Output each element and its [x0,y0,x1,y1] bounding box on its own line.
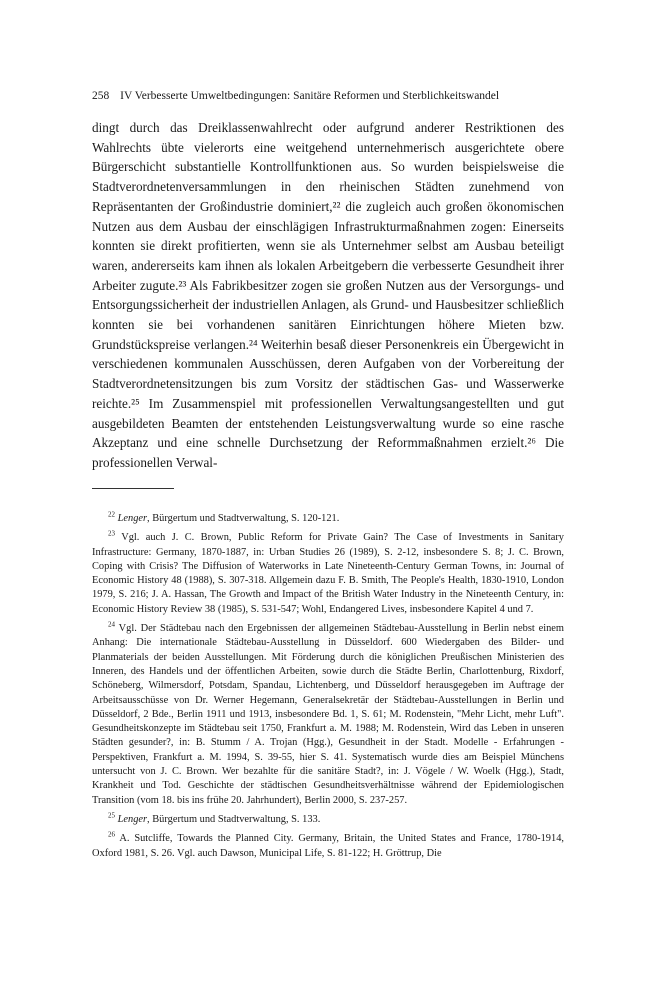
footnote-text: Vgl. Der Städtebau nach den Ergebnissen der allgemeinen Städtebau-Ausstellung in Berlin nebst einem Anhang: Die internationale Städtebau-Ausstellung in Düsseldorf. 600 Wiedergaben des Bilder- und Planmaterials der beiden Ausstellungen. Mit Förderung durch die königlichen Preußischen Ministerien des Inneren, des Handels und der öffentlichen Arbeiten, sowie durch die Städte Berlin, Charlottenburg, Rixdorf, Schöneberg, Wilmersdorf, Potsdam, Spandau, Lichtenberg, und Düsseldorf herausgegeben im Auftrage der Arbeitsausschüsse von Dr. Werner Hegemann, Generalsekretär der Städtebau-Ausstellungen in Berlin und Düsseldorf, 2 Bde., Berlin 1911 und 1913, insbesondere Bd. 1, S. 61; M. Rodenstein, "Mehr Licht, mehr Luft". Gesundheitskonzepte im Städtebau seit 1750, Frankfurt a. M. 1988; M. Rodenstein, Wird das Leben in unseren Städten gesunder?, in: B. Stumm / A. Trojan (Hgg.), Gesundheit in der Stadt. Modelle - Erfahrungen - Perspektiven, Frankfurt a. M. 1994, S. 39-55, hier S. 41. Systematisch wurde dies am Beispiel Münchens untersucht von J. C. Brown. Wer bezahlte für die sanitäre Stadt?, in: J. Vögele / W. Woelk (Hgg.), Stadt, Krankheit und Tod. Geschichte der städtischen Gesundheitsverhältnisse während der Epidemiologischen Transition (vom 18. bis ins frühe 20. Jahrhundert), Berlin 2000, S. 237-257. [92,623,564,806]
footnote-text: Vgl. auch J. C. Brown, Public Reform for Private Gain? The Case of Investments in Sanitary Infrastructure: Germany, 1870-1887, in: Urban Studies 26 (1989), S. 2-12, insbesondere S. 8; J. C. Brown, Coping with Crisis? The Diffusion of Waterworks in Late Nineteenth-Century German Towns, in: Journal of Economic History 48 (1988), S. 307-318. Allgemein dazu F. B. Smith, The People's Health, 1830-1910, London 1979, S. 216; J. A. Hassan, The Growth and Impact of the British Water Industry in the Nineteenth Century, in: Economic History Review 38 (1985), S. 531-547; Wohl, Endangered Lives, insbesondere Kapitel 4 und 7. [92,532,564,615]
footnote-number: 24 [108,620,115,629]
footnote-number: 22 [108,510,115,519]
footnote-23 [92,531,564,617]
footnote-author: Lenger [117,813,148,825]
footnote-26 [92,832,564,861]
footnote-22 [92,512,564,526]
footnote-author: Lenger [117,513,148,524]
footnote-number: 23 [108,529,115,538]
page-number: 258 [92,90,110,102]
footnote-separator [92,488,174,489]
footnotes [92,512,564,866]
footnote-number: 26 [108,830,115,839]
footnote-text: A. Sutcliffe, Towards the Planned City. Germany, Britain, the United States and France, 1780-1914, Oxford 1981, S. 26. Vgl. auch Dawson, Municipal Life, S. 81-122; H. Gröttrup, Die [92,833,564,859]
footnote-text: , Bürgertum und Stadtverwaltung, S. 120-121. [147,513,340,524]
footnote-24 [92,622,564,808]
footnote-text: , Bürgertum und Stadtverwaltung, S. 133. [147,813,321,825]
running-title: IV Verbesserte Umweltbedingungen: Sanitäre Reformen und Sterblichkeitswandel [120,90,500,102]
running-header [92,90,562,102]
main-body-text: dingt durch das Dreiklassenwahlrecht oder aufgrund anderer Restriktionen des Wahlrechts übte vielerorts eine weitgehend unternehmerisch ausgerichtete obere Bürgerschicht substantielle Kontrollfunktionen aus. So wurden beispielsweise die Stadtverordnetenversammlungen in den rheinischen Städten zunehmend von Repräsentanten der Großindustrie dominiert,²² die zugleich auch großen ökonomischen Nutzen aus dem Ausbau der einschlägigen Infrastrukturmaßnahmen zogen: Einerseits konnten sie direkt profitierten, wenn sie als Unternehmer selbst am Ausbau beteiligt waren, andererseits kam ihnen als lokalen Arbeitgebern die verbesserte Gesundheit ihrer Arbeiter zugute.²³ Als Fabrikbesitzer zogen sie großen Nutzen aus der Versorgungs- und Entsorgungssicherheit der industriellen Anlagen, als Grund- und Hausbesitzer schließlich konnten sie bei vorhandenen sanitären Einrichtungen höhere Mieten bzw. Grundstückspreise verlangen.²⁴ Weiterhin besaß dieser Personenkreis ein Übergewicht in verschiedenen kommunalen Ausschüssen, deren Aufgaben von der Vorbereitung der Stadtverordnetensitzungen bis zum Vorsitz der städtischen Gas- und Wasserwerke reichte.²⁵ Im Zusammenspiel mit professionellen Verwaltungsangestellten und gut ausgebildeten Beamten der entstehenden Leistungsverwaltung wurde so eine rasche Akzeptanz und eine schnelle Durchsetzung der Reformmaßnahmen erzielt.²⁶ Die professionellen Verwal- [92,120,564,470]
footnote-number: 25 [108,811,115,820]
footnote-25 [92,813,564,827]
